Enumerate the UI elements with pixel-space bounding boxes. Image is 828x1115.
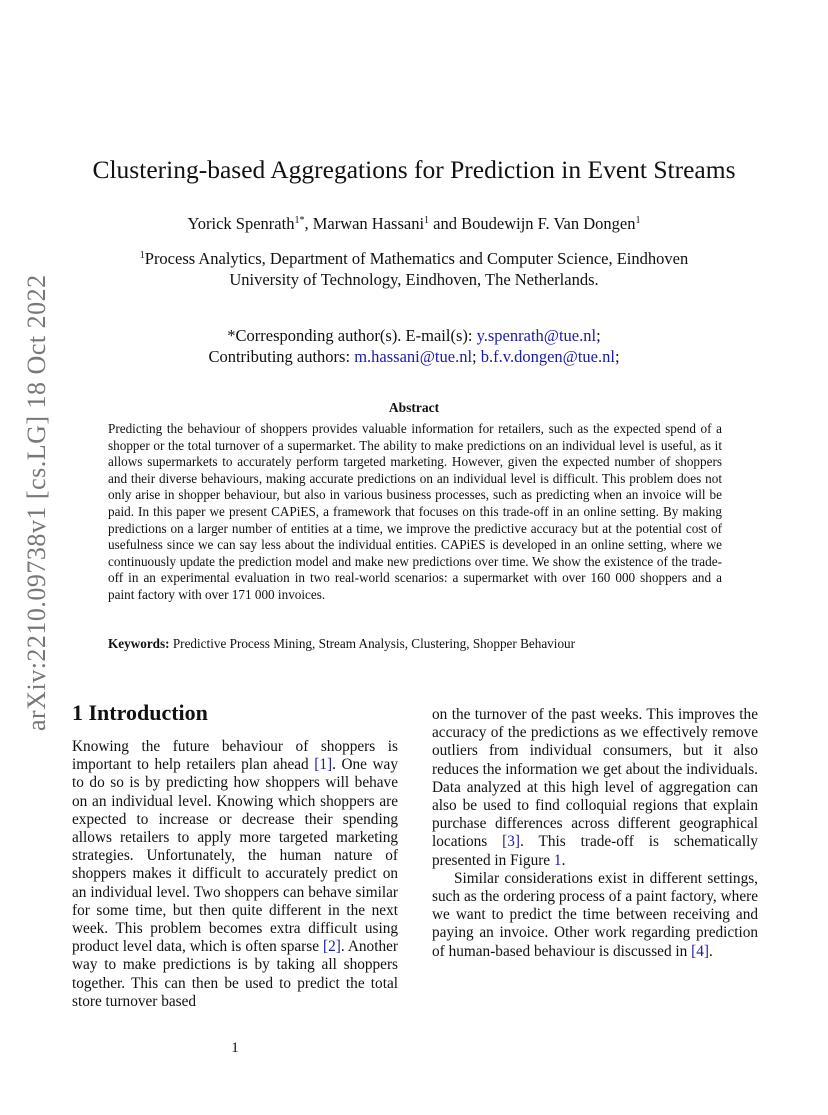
paper-title: Clustering-based Aggregations for Prediction in Event Streams xyxy=(92,155,736,184)
citation-link[interactable]: [3] xyxy=(502,833,520,851)
affiliation-marker: 1 xyxy=(635,215,641,226)
separator: ; xyxy=(614,347,620,366)
separator: ; xyxy=(472,347,481,366)
author-name: Yorick Spenrath xyxy=(187,214,295,233)
citation-link[interactable]: [4] xyxy=(691,942,709,960)
paragraph xyxy=(72,738,398,1011)
affiliation xyxy=(0,248,828,290)
email-link[interactable]: b.f.v.dongen@tue.nl xyxy=(480,347,615,366)
left-column xyxy=(72,738,398,1011)
author-list xyxy=(0,214,828,234)
abstract-body: Predicting the behaviour of shoppers provides valuable information for retailers, such as the expected spend of a shopper or the total turnover of a supermarket. The ability to make predictions on an individual level is useful, as it allows supermarkets to accurately perform targeted marketing. However, given the expected number of shoppers and their diverse behaviours, making accurate predictions on an individual level is difficult. This problem does not only arise in shopper behaviour, but also in various business processes, such as predicting when an invoice will be paid. In this paper we present CAPiES, a framework that focuses on this trade-off in an online setting. By making predictions on a larger number of entities at a time, we improve the predictive accuracy but at the potential cost of usefulness since we can say less about the individual entities. CAPiES is developed in an online setting, where we continuously update the prediction model and make new predictions over time. We show the existence of the trade-off in an experimental evaluation in two real-world scenarios: a supermarket with over 160 000 shoppers and a paint factory with over 171 000 invoices. xyxy=(108,421,722,602)
keywords-label: Keywords: xyxy=(108,636,170,651)
text-run: . Another way to make predictions is by taking all shoppers together. This can then be used to predict the total store turnover based xyxy=(72,938,398,1010)
affiliation-line: University of Technology, Eindhoven, The Netherlands. xyxy=(229,270,599,289)
citation-link[interactable]: [2] xyxy=(323,938,341,956)
author-name: and Boudewijn F. Van Dongen xyxy=(429,214,636,233)
paragraph xyxy=(432,870,758,961)
affiliation-line: Process Analytics, Department of Mathematics and Computer Science, Eindhoven xyxy=(144,249,689,268)
text-run: . xyxy=(709,942,713,960)
arxiv-identifier: arXiv:2210.09738v1 [cs.LG] 18 Oct 2022 xyxy=(22,274,51,732)
text-run: Similar considerations exist in different settings, such as the ordering process of a paint factory, where we want to predict the time between receiving and paying an invoice. Other work regarding prediction of human-based behaviour is discussed in xyxy=(432,869,758,960)
text-run: . xyxy=(561,851,566,869)
abstract-heading: Abstract xyxy=(388,400,440,415)
author-name: , Marwan Hassani xyxy=(304,214,425,233)
keywords xyxy=(108,636,722,652)
text-run: . This trade-off is schematically presented in Figure xyxy=(432,833,758,869)
contributing-label: Contributing authors: xyxy=(208,347,355,366)
section-heading: 1 Introduction xyxy=(72,700,208,725)
page-number: 1 xyxy=(231,1040,239,1056)
email-link[interactable]: y.spenrath@tue.nl xyxy=(476,326,597,345)
affiliation-marker: 1* xyxy=(294,215,305,226)
affiliation-marker: 1 xyxy=(424,215,430,226)
affiliation-marker: 1 xyxy=(139,250,145,261)
figure-link[interactable]: 1 xyxy=(553,851,562,869)
text-run: Knowing the future behaviour of shoppers is important to help retailers plan ahead xyxy=(72,738,398,774)
text-run: . One way to do so is by predicting how shoppers will behave on an individual level. Knowing which shoppers are expected to increase or decrease their spending allows retailers to apply more targeted marketing strategies. Unfortunately, the human nature of shoppers makes it difficult to accurately predict on an individual level. Two shoppers can behave similar for some time, but then quite different in the next week. This problem becomes extra difficult using product level data, which is often sparse xyxy=(72,756,398,956)
keywords-text: Predictive Process Mining, Stream Analysis, Clustering, Shopper Behaviour xyxy=(169,636,576,651)
right-column xyxy=(432,706,758,961)
paragraph xyxy=(432,706,758,870)
text-run: on the turnover of the past weeks. This improves the accuracy of the predictions as we effectively remove outliers from individual consumers, but it also reduces the information we get about the individuals. Data analyzed at this high level of aggregation can also be used to find colloquial regions that explain purchase differences across different geographical locations xyxy=(432,706,758,851)
separator: ; xyxy=(596,326,601,345)
corresponding-label: *Corresponding author(s). E-mail(s): xyxy=(227,326,477,345)
citation-link[interactable]: [1] xyxy=(314,756,333,774)
contact-info xyxy=(0,325,828,367)
email-link[interactable]: m.hassani@tue.nl xyxy=(354,347,473,366)
